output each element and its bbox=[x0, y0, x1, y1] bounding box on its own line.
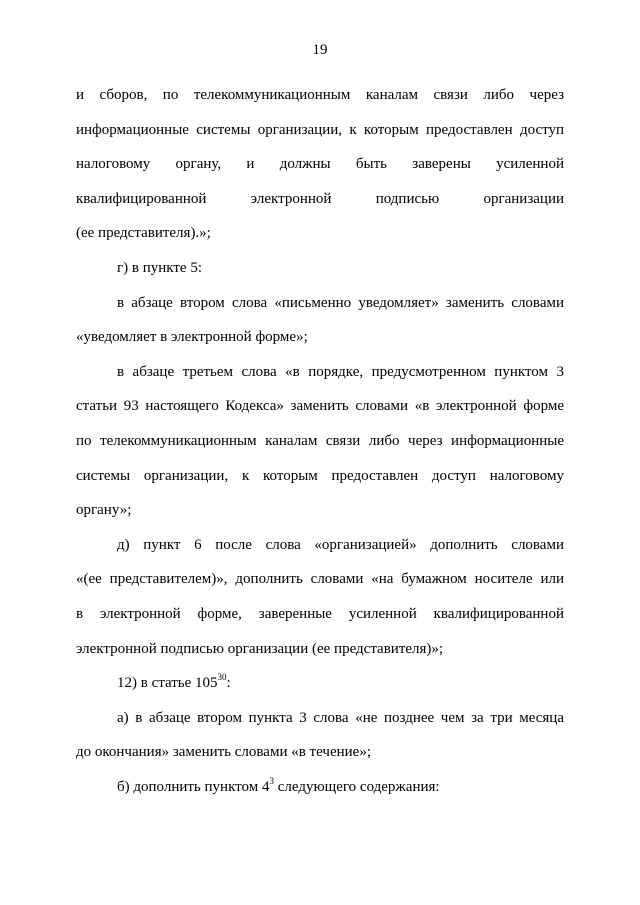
text-span: 12) в статье 105 bbox=[117, 675, 218, 692]
superscript: 30 bbox=[217, 672, 227, 683]
text-line-article-12 bbox=[76, 666, 564, 701]
text-line: по телекоммуникационным каналам связи либо через информационные bbox=[76, 432, 564, 449]
text-line: налоговому органу, и должны быть заверены усиленной bbox=[76, 156, 564, 173]
text-line: в электронной форме, заверенные усиленной квалифицированной bbox=[76, 605, 564, 622]
text-line: электронной подписью организации (ее представителя)»; bbox=[76, 640, 444, 657]
superscript: 3 bbox=[269, 775, 274, 786]
text-line: «уведомляет в электронной форме»; bbox=[76, 329, 308, 346]
document-body bbox=[76, 78, 564, 804]
text-line: «(ее представителем)», дополнить словами «на бумажном носителе или bbox=[76, 571, 564, 588]
text-line: г) в пункте 5: bbox=[117, 259, 203, 276]
text-line: а) в абзаце втором пункта 3 слова «не позднее чем за три месяца bbox=[117, 709, 564, 726]
text-line: до окончания» заменить словами «в течение»; bbox=[76, 744, 371, 761]
page-number: 19 bbox=[312, 42, 328, 58]
text-line-point-b bbox=[76, 770, 564, 805]
text-line: информационные системы организации, к которым предоставлен доступ bbox=[76, 121, 564, 138]
text-line: статьи 93 настоящего Кодекса» заменить словами «в электронной форме bbox=[76, 398, 564, 415]
text-line: в абзаце втором слова «письменно уведомляет» заменить словами bbox=[117, 294, 564, 311]
text-line: (ее представителя).»; bbox=[76, 225, 211, 242]
text-line: и сборов, по телекоммуникационным каналам связи либо через bbox=[76, 87, 564, 103]
text-line: в абзаце третьем слова «в порядке, предусмотренном пунктом 3 bbox=[117, 363, 564, 380]
text-line: органу»; bbox=[76, 502, 132, 519]
text-span: б) дополнить пунктом 4 bbox=[117, 778, 270, 795]
text-span: следующего содержания: bbox=[273, 778, 440, 795]
text-line: системы организации, к которым предоставлен доступ налоговому bbox=[76, 467, 564, 484]
text-span: : bbox=[226, 675, 231, 692]
text-line: квалифицированной электронной подписью организации bbox=[76, 190, 564, 207]
text-line: д) пункт 6 после слова «организацией» дополнить словами bbox=[117, 536, 564, 553]
